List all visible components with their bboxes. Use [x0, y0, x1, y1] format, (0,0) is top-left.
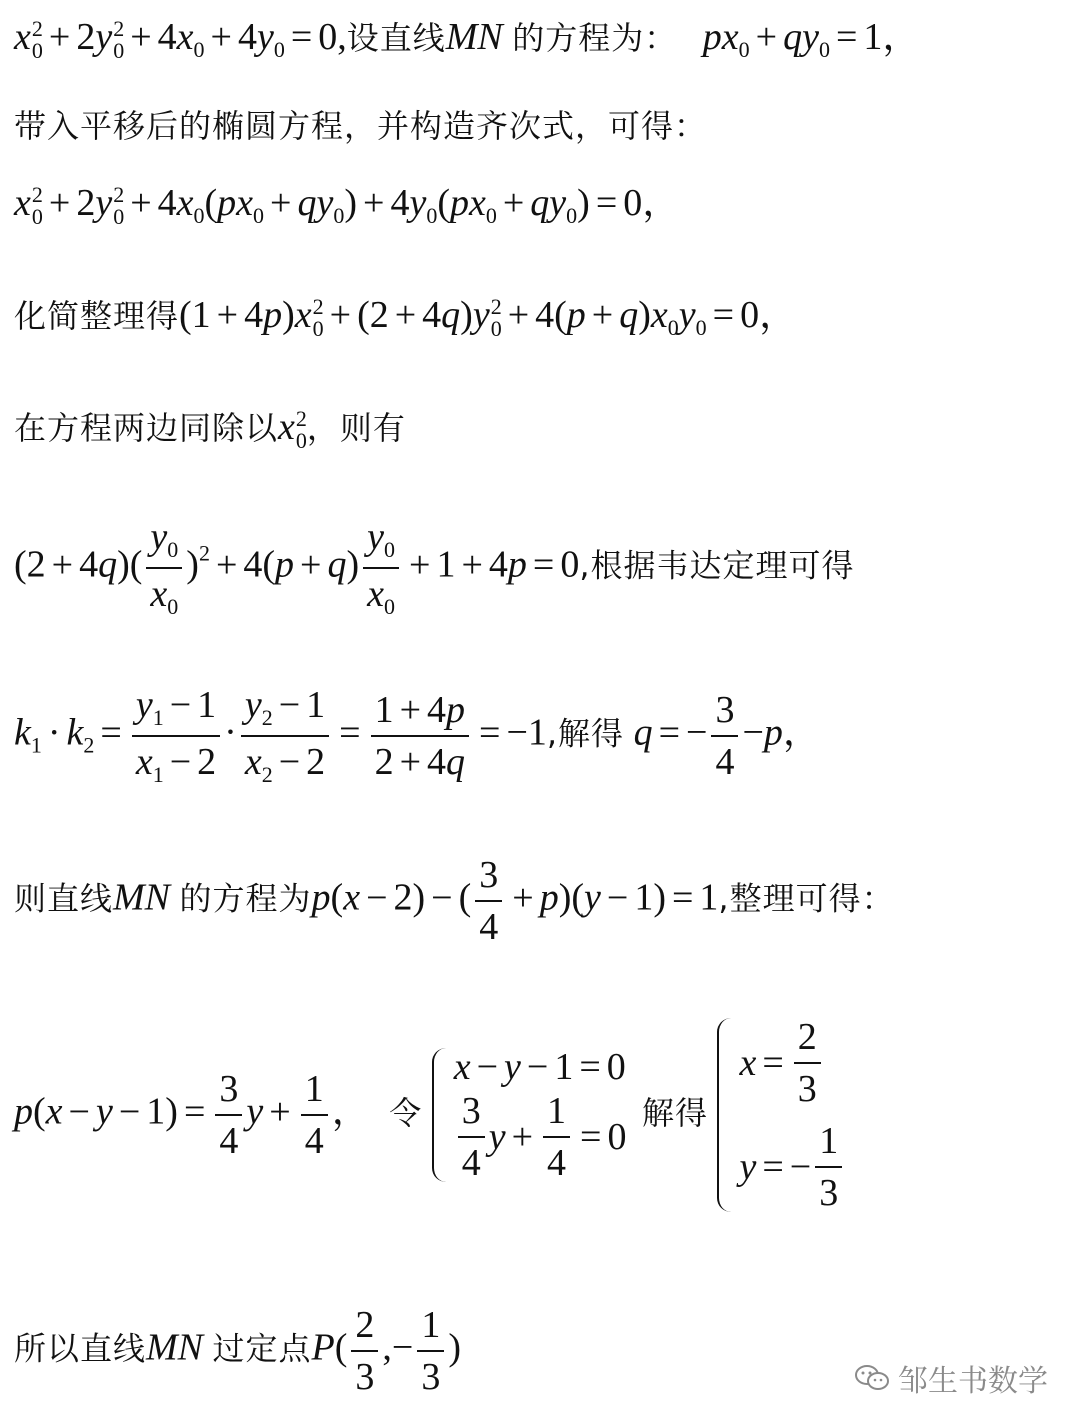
- equation-line-5: 在方程两边同除以x 2 0 ，则有: [14, 406, 406, 454]
- equation-line-9: p(x − y − 1) = $\frac{3}{4}$ y + $\frac{1}{4}$ ， 令 x − y − 1 = 0 $\frac{3}{4}$ y + $\frac{1}{4}$ = 0 解得 x = $\frac{2}{3}$ y = − $\frac{1}{3}$: [14, 1018, 846, 1212]
- text-segment: 解得: [641, 1093, 708, 1132]
- watermark: [854, 1356, 1048, 1400]
- equation-line-7: $k_1 \cdot k_2$ = $\frac{y_1 - 1}{x_1 - 2}$ · $\frac{y_2 - 1}{x_2 - 2}$ = $\frac{1 + 4p}{2 + 4q}$ = −1,解得 q = − $\frac{3}{4}$ −p，: [14, 684, 821, 787]
- line-label-mn: MN: [146, 1326, 204, 1369]
- equation-line-3: x 2 0 + 2y 2 0 + $4x_0(px_0 + qy_0) + 4y_0(px_0 + qy_0) = 0$，: [14, 182, 681, 230]
- line-label-mn: MN: [445, 16, 503, 58]
- text-segment: ,根据韦达定理可得: [579, 546, 855, 585]
- text-segment: 则直线: [14, 879, 114, 918]
- text-segment: 在方程两边同除以: [14, 409, 279, 447]
- equation-system-2: x = $\frac{2}{3}$ y = − $\frac{1}{3}$: [717, 1018, 846, 1212]
- line-label-mn: MN: [113, 876, 171, 919]
- equation-system-1: x − y − 1 = 0 $\frac{3}{4}$ y + $\frac{1}{4}$ = 0: [432, 1048, 627, 1182]
- text-segment: 所以直线: [14, 1329, 147, 1368]
- watermark-text: 邹生书数学: [898, 1364, 1048, 1399]
- text-segment: 令: [389, 1093, 423, 1132]
- text-segment: 设直线: [346, 19, 446, 57]
- equation-line-10: 所以直线MN 过定点P( $\frac{2}{3}$ ,− $\frac{1}{3}$ ): [14, 1304, 461, 1398]
- text-segment: ，则有: [306, 409, 406, 447]
- equation-line-1: x 2 0 + 2y 2 0 + $4x_0 + 4y_0 = 0$,设直线MN 的方程为： $px_0 + qy_0 = 1$，: [14, 16, 921, 64]
- text-segment: 过定点: [212, 1329, 312, 1368]
- text-segment: 的方程为：: [512, 19, 678, 57]
- equation-line-8: 则直线MN 的方程为p(x − 2) − ( $\frac{3}{4}$ + p)(y − 1) = 1,整理可得：: [14, 854, 895, 948]
- wechat-icon: [854, 1364, 890, 1392]
- text-segment: 的方程为: [179, 879, 312, 918]
- text-line-2: 带入平移后的椭圆方程，并构造齐次式，可得：: [14, 107, 708, 145]
- text-segment: ,解得: [546, 714, 625, 753]
- equation-line-6: (2 + 4q)( $\frac{y_0}{x_0}$ )$^2$ + 4(p + q) $\frac{y_0}{x_0}$ + 1 + 4p = 0,根据韦达定理可得: [14, 516, 855, 619]
- text-segment: ,整理可得：: [718, 879, 895, 918]
- equation-line-4: 化简整理得(1 + 4p)x 2 0 + (2 + 4q)y 2 0 + $4(p + q)x_0y_0 = 0$，: [14, 294, 798, 342]
- text-segment: 化简整理得: [14, 297, 180, 335]
